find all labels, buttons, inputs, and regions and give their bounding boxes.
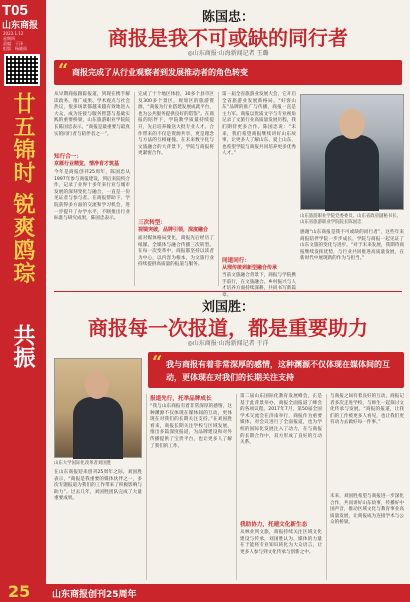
article1-sub1b: 京雁行业精览，情净育才筑基 — [54, 161, 120, 167]
article2-title: 商报每一次报道，都是重要助力 — [88, 316, 368, 340]
page-content — [46, 0, 410, 602]
article1-title: 商报是我不可或缺的同行者 — [108, 26, 348, 50]
article1-sub3: 同道同行： — [222, 258, 250, 264]
left-sidebar — [0, 0, 46, 602]
article2-byline: ◎山东商报·山海新闻记者 于洋 — [187, 340, 269, 347]
article2-col3: 第二届山东国际化教育发展峰会，正是基于此背景举办，商报全面报道了峰会的各项议程。2017年7月，第50届全国学术交流会在济南举行，商报作为重要媒体，对会议进行了全面报道，也为学校的国际化发展注入了动力，在与商报的长期合作中，双方形成了良好的互动关系。 — [240, 394, 322, 446]
article1-col1: 今年是商报创刊25周年，陈国忠从1997年参与商报建设，到后来院校合作，记录了业界十多年来行业与城市发展的深刻变化与融合，一直是一份见证者与参与者。在商报帮助下，学院获得多方面的交流和学习机会，进一步提升了办学水平，不断推出行业标准与研究成果，陈国忠表示。 — [54, 170, 131, 222]
photo-caption-chen: 山东旅游职业学院党委委员、山东省政府副秘书长、山东省旅游职业学院院长陈国忠 — [300, 214, 401, 225]
vertical-title-2: 共振 — [10, 324, 36, 368]
article2-col4: 与商报之间有着良好的互动，商报记者多次走进学校，与师生一起探讨文化传承与发展。“商报的报道，让我们的工作被更多人看见，也让我们更有动力去做好每一件事。” — [330, 394, 404, 426]
column-divider — [236, 394, 237, 580]
column-divider — [218, 92, 219, 286]
article2-col3b: 从林业到文旅，商报持续关注区域文化建设与传承，刘国胜认为，媒体的力量在于能将专业知识转化为大众语言，让更多人参与到文化传承与创新之中。 — [240, 530, 322, 555]
anniversary-number: 25 — [8, 582, 31, 601]
portrait-photo-liu — [54, 358, 142, 458]
article1-intro: 从早期商报跟踪报道，到现在携手解读政务、推广成果、学术观点与社会热议，很多场景都越来越有效地进入大众，成为连接与服务智慧与基础实践的重要桥梁，山东旅游职业学院院长陈国忠表示，“商报是最重要与最真实的同行者与陪伴者之一”。 — [54, 92, 130, 137]
anniversary-footer — [0, 584, 410, 602]
section-name: 山东商报 — [2, 21, 39, 31]
article1-title-name: 陈国忠： — [201, 10, 254, 25]
article1-col2: 完成了十个地区体验，30多个县市区及300多个景区，规划区的旅游资源，“商报为行业搭建发展成就平台，也为公共服务提供良好的借鉴”。在商报的陪伴下，学院教学质量持续提升，先后培养输送大批专业人才。合作带来的不仅是资源共享，更是理念与方法的互相碰撞。在未来数字化与文旅融合的大背景下，学院与商报将更紧密合作。 — [138, 92, 214, 157]
article1-col3b: 当前文旅融合背景下，商报与学院携手前行，在文旅融合、乡村振兴与人才培养方面持续深耕，共同书写新篇章。 — [222, 273, 296, 298]
article1-col3: 第一届全省旅游业发展大会，它开启全省旅游业发展新格局。“好客山东”品牌的推广与传播，商报一直是主力军。商报以优质文字与专业视角记录了文旅行业高质量发展历程，我们期待更多合作。陈国忠说：“未来，我们希望商报继续讲好山东故事，让更多人了解山东、爱上山东，也希望学院与商报共同培养更多优秀人才。” — [222, 92, 296, 157]
article2-col2: “我与山东商报有着非常深厚的感情，这种渊源不仅体现在媒体间的互动，更体现在对我们的长期关注支持。”在刘国胜看来，商报长期关注学校与区域发展，推出多篇深度报道，为品牌建设和对外传播提供了宝贵平台，也让更多人了解了我们的工作。 — [150, 404, 232, 449]
column-divider — [146, 394, 147, 580]
article1-sub2: 三次转型： — [138, 220, 166, 226]
article2-pull-quote — [148, 352, 404, 388]
article1-byline: ◎山东商报·山海新闻记者 王璐 — [187, 50, 269, 57]
anniversary-text: 山东商报创刊25周年 — [52, 590, 137, 600]
qr-code-icon — [4, 54, 40, 86]
article1-col4: 感谢“山东商报是我不可或缺的同行者”，这些年来商报陪伴学院一步步成长，学院与商报一起见证了山东文旅的变化与进步。“对于未来发展，我期待商报继续发挥优势，与行业共同推进高质量发展，在新时代中展现新的作为与担当。” — [300, 230, 404, 262]
pull-quote-text: 我与商报有着非常深厚的感情，这种渊源不仅体现在媒体间的互动，更体现在对我们的长期关注支持 — [166, 360, 390, 382]
issue-meta — [3, 31, 43, 51]
meta-line: 组版：杨晓雨 — [3, 46, 27, 51]
photo-caption-liu: 山东大学国际化改革者刘国胜 — [54, 461, 112, 466]
page-number: T05 — [2, 2, 28, 19]
article2-sub2: 我助协力，托建文化新生态 — [240, 522, 308, 528]
article2-sub1: 报道先行，托举品牌成长 — [150, 396, 212, 402]
article1-col2b: 面对媒体格局变化，商报先后经历了纸媒、全媒体与融合传播三次转型。在每一次变革中，商报都坚持以读者为中心，以内容为根本，为文旅行业持续提供高质量的报道与服务。 — [138, 236, 214, 268]
article1-pull-quote — [54, 60, 402, 85]
pull-quote-text: 商报完成了从行业观察者到发展推动者的角色转变 — [72, 68, 248, 77]
section-separator — [54, 291, 402, 292]
meta-line: 星期四 — [3, 36, 15, 41]
article2-col4b: 未来，刘国胜希望与商报进一步深化合作，共同讲好山东故事，传播好中国声音，推动区域文化与教育事业高质量发展，让商报成为连接学术与公众的桥梁。 — [330, 494, 404, 526]
meta-line: 责编：于泽 — [3, 41, 23, 46]
article2-title-name: 刘国胜： — [201, 300, 254, 315]
quote-mark-icon: “ — [58, 60, 69, 81]
article2-col1: 在山东商报迎来创刊25周年之际，刘国胜表示，“商报是我重要的媒体伙伴之一，多次专题报道为我们的工作带来了积极影响与助力”。过去几年，刘国胜团队完成了大量重要成果。 — [54, 470, 142, 502]
column-divider — [134, 92, 135, 286]
vertical-title: 廿五锦时 锐爽鸥琮 — [10, 92, 36, 285]
portrait-photo-chen — [300, 94, 404, 210]
meta-line: 2023.1.12 — [3, 31, 24, 36]
column-divider — [326, 394, 327, 580]
quote-mark-icon: “ — [152, 352, 163, 373]
article1-sub2b: 视镜突破，品牌引领，深度融合 — [138, 227, 209, 233]
article1-sub3b: 从理传统到新型融合传承 — [222, 265, 278, 271]
article1-sub1: 知行合一： — [54, 154, 82, 160]
